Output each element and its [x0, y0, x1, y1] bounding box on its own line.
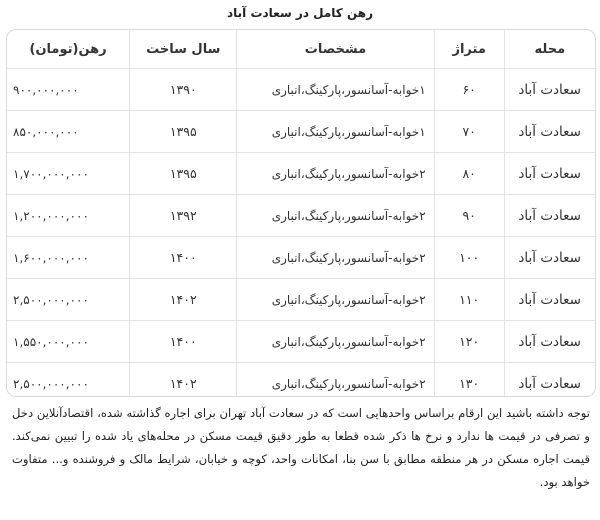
cell-rent-price: ۹۰۰,۰۰۰,۰۰۰ [7, 69, 130, 111]
cell-specs: ۲خوابه-آسانسور،پارکینگ،انباری [237, 363, 434, 398]
cell-size: ۷۰ [434, 111, 504, 153]
cell-year-built: ۱۳۹۲ [130, 195, 237, 237]
cell-year-built: ۱۴۰۰ [130, 237, 237, 279]
header-year-built: سال ساخت [130, 30, 237, 69]
table-row [7, 321, 595, 363]
cell-rent-price: ۱,۷۰۰,۰۰۰,۰۰۰ [7, 153, 130, 195]
table-row [7, 111, 595, 153]
cell-size: ۱۱۰ [434, 279, 504, 321]
cell-rent-price: ۱,۲۰۰,۰۰۰,۰۰۰ [7, 195, 130, 237]
cell-neighborhood: سعادت آباد [504, 111, 595, 153]
cell-specs: ۲خوابه-آسانسور،پارکینگ،انباری [237, 153, 434, 195]
cell-rent-price: ۱,۵۵۰,۰۰۰,۰۰۰ [7, 321, 130, 363]
cell-specs: ۲خوابه-آسانسور،پارکینگ،انباری [237, 237, 434, 279]
cell-specs: ۱خوابه-آسانسور،پارکینگ،انباری [237, 111, 434, 153]
header-size: متراژ [434, 30, 504, 69]
cell-neighborhood: سعادت آباد [504, 237, 595, 279]
table-row [7, 153, 595, 195]
cell-year-built: ۱۳۹۵ [130, 153, 237, 195]
table-header-row [7, 30, 595, 69]
cell-neighborhood: سعادت آباد [504, 153, 595, 195]
cell-specs: ۲خوابه-آسانسور،پارکینگ،انباری [237, 195, 434, 237]
cell-size: ۱۲۰ [434, 321, 504, 363]
cell-year-built: ۱۴۰۲ [130, 279, 237, 321]
cell-rent-price: ۱,۶۰۰,۰۰۰,۰۰۰ [7, 237, 130, 279]
table-row [7, 237, 595, 279]
cell-neighborhood: سعادت آباد [504, 321, 595, 363]
cell-neighborhood: سعادت آباد [504, 279, 595, 321]
cell-size: ۱۰۰ [434, 237, 504, 279]
cell-year-built: ۱۳۹۰ [130, 69, 237, 111]
header-neighborhood: محله [504, 30, 595, 69]
cell-specs: ۱خوابه-آسانسور،پارکینگ،انباری [237, 69, 434, 111]
cell-rent-price: ۸۵۰,۰۰۰,۰۰۰ [7, 111, 130, 153]
table-row [7, 195, 595, 237]
table-row [7, 279, 595, 321]
cell-size: ۸۰ [434, 153, 504, 195]
rent-table [7, 30, 595, 397]
cell-year-built: ۱۴۰۲ [130, 363, 237, 398]
cell-year-built: ۱۳۹۵ [130, 111, 237, 153]
cell-size: ۹۰ [434, 195, 504, 237]
cell-year-built: ۱۴۰۰ [130, 321, 237, 363]
cell-size: ۱۳۰ [434, 363, 504, 398]
header-rent-price: رهن(تومان) [7, 30, 130, 69]
cell-neighborhood: سعادت آباد [504, 69, 595, 111]
cell-rent-price: ۲,۵۰۰,۰۰۰,۰۰۰ [13, 376, 89, 391]
table-row [7, 363, 595, 398]
cell-size: ۶۰ [434, 69, 504, 111]
rent-table-container [6, 29, 596, 397]
cell-rent-price: ۲,۵۰۰,۰۰۰,۰۰۰ [7, 279, 130, 321]
cell-neighborhood: سعادت آباد [504, 363, 595, 398]
disclaimer-note: توجه داشته باشید این ارقام براساس واحدهایی است که در سعادت آباد تهران برای اجاره گذاشته شده، اقتصادآنلاین دخل و تصرفی در قیمت ها ندارد و نرخ ها ذکر شده قطعا به طور دقیق قیمت مسکن در محله‌های یاد شده را تبیین نمی‌کند. قیمت اجاره مسکن در هر منطقه مطابق با سن بنا، امکانات واحد، کوچه و خیابان، شرایط مالک و فروشنده و... متفاوت خواهد بود. [12, 406, 590, 489]
header-specs: مشخصات [237, 30, 434, 69]
cell-specs: ۲خوابه-آسانسور،پارکینگ،انباری [237, 321, 434, 363]
cell-specs: ۲خوابه-آسانسور،پارکینگ،انباری [237, 279, 434, 321]
cell-neighborhood: سعادت آباد [504, 195, 595, 237]
table-caption: رهن کامل در سعادت آباد [226, 6, 373, 20]
table-row [7, 69, 595, 111]
